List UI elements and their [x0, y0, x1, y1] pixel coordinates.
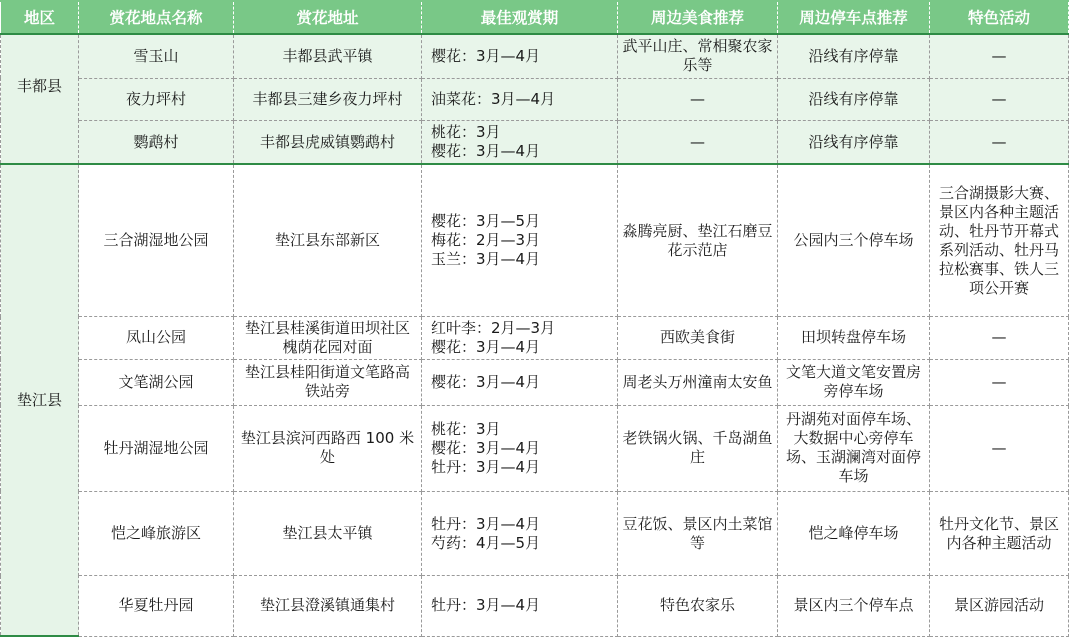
- food-cell: 西欧美食街: [618, 317, 778, 359]
- food-cell: 淼腾亮厨、垫江石磨豆花示范店: [618, 164, 778, 317]
- period-line: 牡丹：3月—4月: [431, 596, 541, 615]
- food-cell: 老铁锅火锅、千岛湖鱼庄: [618, 405, 778, 491]
- address-cell: 垫江县滨河西路西 100 米处: [234, 405, 422, 491]
- parking-cell: 景区内三个停车点: [778, 576, 930, 636]
- address-cell: 垫江县桂溪街道田坝社区槐荫花园对面: [234, 317, 422, 359]
- best-period-cell: [422, 405, 618, 491]
- period-line: 樱花：3月—4月: [431, 142, 541, 161]
- table-row: [1, 164, 1069, 317]
- header-address: 赏花地址: [234, 1, 422, 34]
- site-name-cell: 文笔湖公园: [79, 359, 234, 405]
- best-period-cell: [422, 78, 618, 120]
- table-row: [1, 491, 1069, 575]
- parking-cell: 恺之峰停车场: [778, 491, 930, 575]
- site-name-cell: 夜力坪村: [79, 78, 234, 120]
- address-cell: 垫江县澄溪镇通集村: [234, 576, 422, 636]
- header-region: 地区: [1, 1, 79, 34]
- site-name-cell: 牡丹湖湿地公园: [79, 405, 234, 491]
- period-line: 牡丹：3月—4月: [431, 457, 541, 476]
- site-name-cell: 恺之峰旅游区: [79, 491, 234, 575]
- region-cell: 丰都县: [1, 34, 79, 164]
- region-cell: 垫江县: [1, 164, 79, 636]
- table-row: [1, 359, 1069, 405]
- period-line: 樱花：3月—4月: [431, 372, 541, 391]
- parking-cell: 公园内三个停车场: [778, 164, 930, 317]
- period-line: 芍药：4月—5月: [431, 533, 541, 552]
- address-cell: 丰都县虎威镇鹦鹉村: [234, 120, 422, 164]
- best-period-cell: [422, 491, 618, 575]
- table-row: [1, 576, 1069, 636]
- food-cell: 武平山庄、常相聚农家乐等: [618, 34, 778, 78]
- table-row: [1, 317, 1069, 359]
- site-name-cell: 鹦鹉村: [79, 120, 234, 164]
- address-cell: 丰都县三建乡夜力坪村: [234, 78, 422, 120]
- parking-cell: 文笔大道文笔安置房旁停车场: [778, 359, 930, 405]
- best-period-cell: [422, 359, 618, 405]
- header-food: 周边美食推荐: [618, 1, 778, 34]
- food-cell: —: [618, 78, 778, 120]
- site-name-cell: 三合湖湿地公园: [79, 164, 234, 317]
- activity-cell: 景区游园活动: [930, 576, 1069, 636]
- address-cell: 垫江县桂阳街道文笔路高铁站旁: [234, 359, 422, 405]
- parking-cell: 沿线有序停靠: [778, 120, 930, 164]
- period-line: 樱花：3月—4月: [431, 46, 541, 65]
- best-period-cell: [422, 34, 618, 78]
- address-cell: 丰都县武平镇: [234, 34, 422, 78]
- site-name-cell: 雪玉山: [79, 34, 234, 78]
- site-name-cell: 华夏牡丹园: [79, 576, 234, 636]
- parking-cell: 田坝转盘停车场: [778, 317, 930, 359]
- table-row: [1, 34, 1069, 78]
- food-cell: 特色农家乐: [618, 576, 778, 636]
- table-row: [1, 78, 1069, 120]
- header-activity: 特色活动: [930, 1, 1069, 34]
- food-cell: 豆花饭、景区内土菜馆等: [618, 491, 778, 575]
- parking-cell: 沿线有序停靠: [778, 34, 930, 78]
- period-line: 红叶李：2月—3月: [431, 318, 556, 337]
- activity-cell: —: [930, 78, 1069, 120]
- header-site-name: 赏花地点名称: [79, 1, 234, 34]
- food-cell: 周老头万州潼南太安鱼: [618, 359, 778, 405]
- address-cell: 垫江县太平镇: [234, 491, 422, 575]
- period-line: 牡丹：3月—4月: [431, 514, 541, 533]
- header-parking: 周边停车点推荐: [778, 1, 930, 34]
- period-line: 樱花：3月—4月: [431, 438, 541, 457]
- header-row: [1, 1, 1069, 34]
- table-row: [1, 405, 1069, 491]
- parking-cell: 沿线有序停靠: [778, 78, 930, 120]
- period-line: 梅花：2月—3月: [431, 231, 541, 250]
- address-cell: 垫江县东部新区: [234, 164, 422, 317]
- table-row: [1, 120, 1069, 164]
- parking-cell: 丹湖苑对面停车场、大数据中心旁停车场、玉湖澜湾对面停车场: [778, 405, 930, 491]
- best-period-cell: [422, 120, 618, 164]
- activity-cell: —: [930, 359, 1069, 405]
- activity-cell: —: [930, 120, 1069, 164]
- activity-cell: —: [930, 317, 1069, 359]
- best-period-cell: [422, 317, 618, 359]
- period-line: 樱花：3月—5月: [431, 212, 541, 231]
- site-name-cell: 凤山公园: [79, 317, 234, 359]
- activity-cell: —: [930, 405, 1069, 491]
- header-best-period: 最佳观赏期: [422, 1, 618, 34]
- period-line: 油菜花：3月—4月: [431, 89, 556, 108]
- period-line: 桃花：3月: [431, 419, 501, 438]
- food-cell: —: [618, 120, 778, 164]
- activity-cell: 牡丹文化节、景区内各种主题活动: [930, 491, 1069, 575]
- period-line: 玉兰：3月—4月: [431, 250, 541, 269]
- activity-cell: 三合湖摄影大赛、景区内各种主题活动、牡丹节开幕式系列活动、牡丹马拉松赛事、铁人三项公开赛: [930, 164, 1069, 317]
- period-line: 桃花：3月: [431, 123, 501, 142]
- best-period-cell: [422, 164, 618, 317]
- best-period-cell: [422, 576, 618, 636]
- period-line: 樱花：3月—4月: [431, 337, 541, 356]
- activity-cell: —: [930, 34, 1069, 78]
